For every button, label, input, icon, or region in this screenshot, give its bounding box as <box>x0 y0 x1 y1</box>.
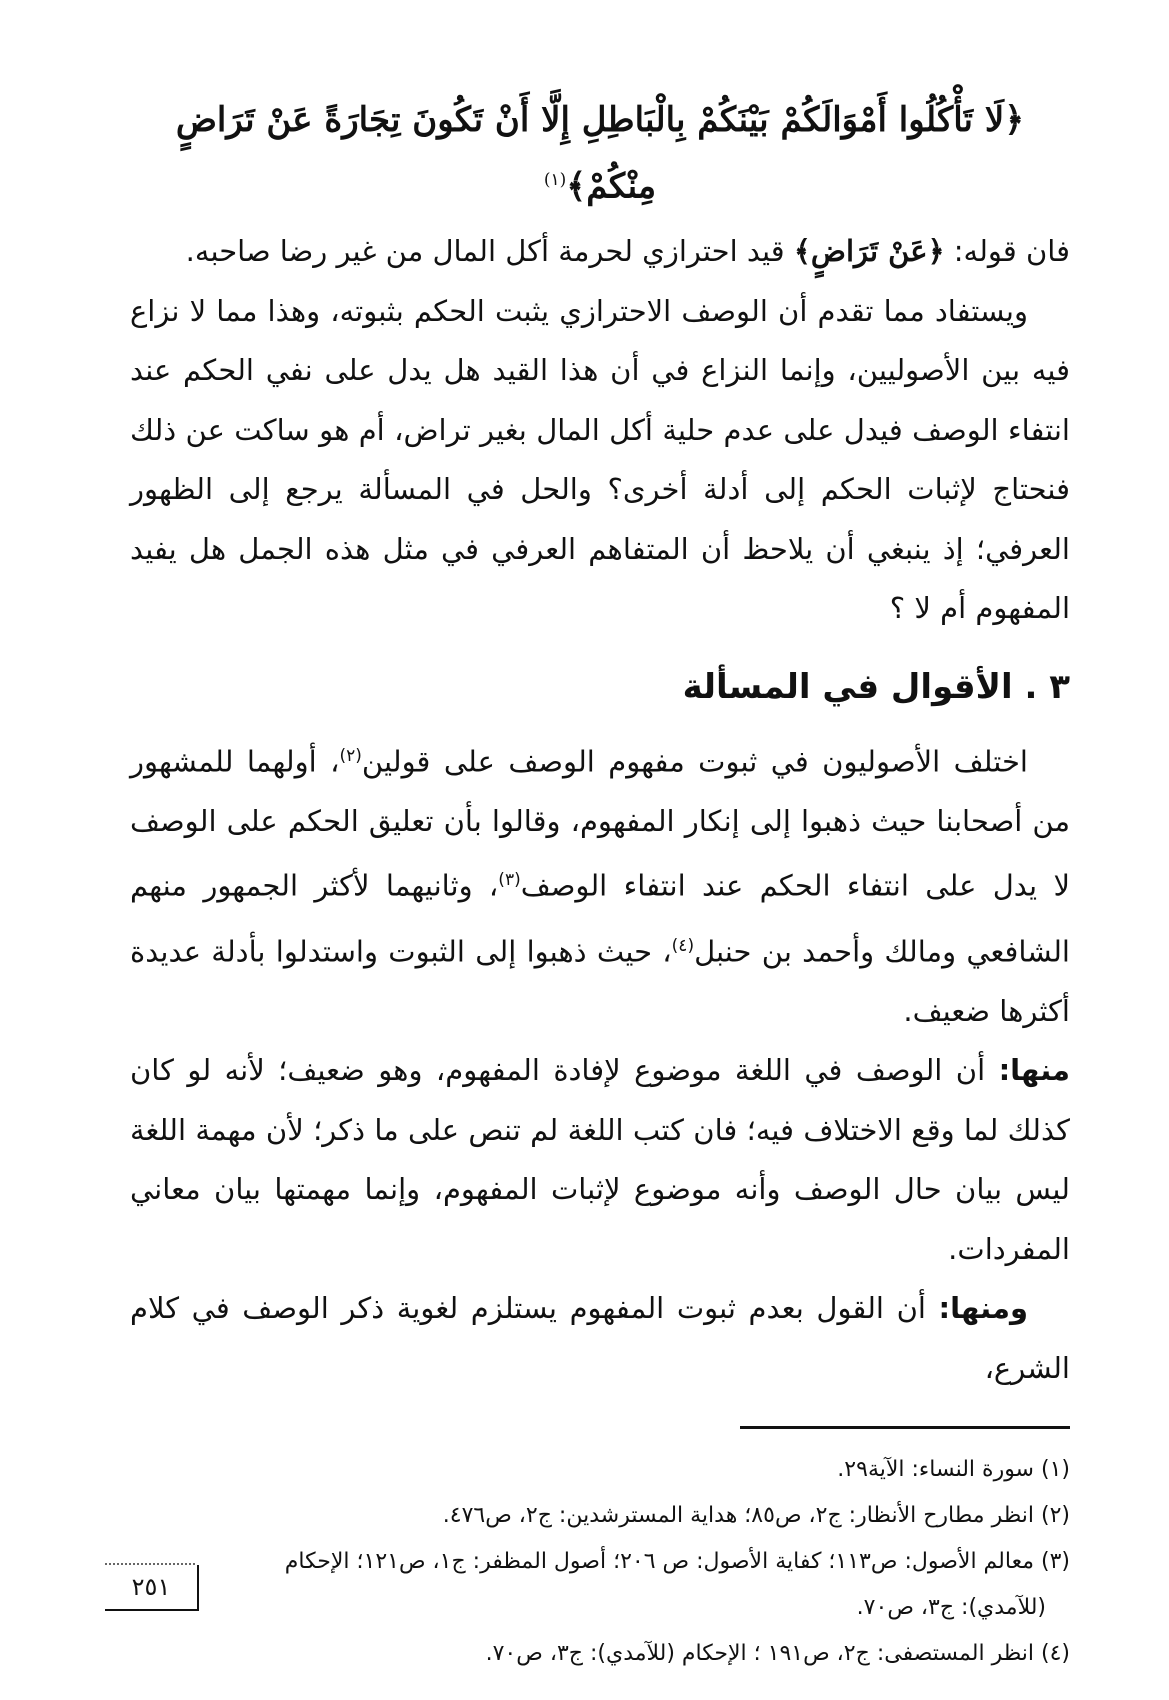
quran-verse <box>130 90 1070 216</box>
p3-part-c: ، وثانيهما لأكثر الجمهور منهم الشافعي ومالك وأحمد بن حنبل <box>130 869 1070 969</box>
footnote-ref-2: (٢) <box>339 745 362 766</box>
footnote-1: (١) سورة النساء: الآية٢٩. <box>837 1457 1070 1483</box>
footnote-ref-4: (٤) <box>671 935 695 956</box>
p1-quote: ﴿عَنْ تَرَاضٍ﴾ <box>793 234 945 269</box>
page-number <box>105 1565 199 1611</box>
footnote-3 <box>130 1539 1070 1631</box>
footnote-2: (٢) انظر مطارح الأنظار: ج٢، ص٨٥؛ هداية المسترشدين: ج٢، ص٤٧٦. <box>442 1503 1070 1529</box>
paragraph-1 <box>130 222 1070 282</box>
section-heading: ٣ . الأقوال في المسألة <box>682 666 1070 707</box>
p1-after: قيد احترازي لحرمة أكل المال من غير رضا صاحبه. <box>185 234 794 269</box>
paragraph-3 <box>130 727 1070 1041</box>
p3-part-d: ، حيث ذهبوا إلى الثبوت واستدلوا بأدلة عديدة أكثرها ضعيف. <box>130 934 1070 1028</box>
paragraph-2: ويستفاد مما تقدم أن الوصف الاحترازي يثبت الحكم بثبوته، وهذا مما لا نزاع فيه بين الأصوليين، وإنما النزاع في أن هذا القيد هل يدل على نفي الحكم عند انتفاء الوصف فيدل على عدم حلية أكل المال بغير تراض، أم هو ساكت عن ذلك فنحتاج لإثبات الحكم إلى أدلة أخرى؟ والحل في المسألة يرجع إلى الظهور العرفي؛ إذ ينبغي أن يلاحظ أن المتفاهم العرفي في مثل هذه الجمل هل يفيد المفهوم أم لا ؟ <box>130 293 1070 626</box>
p1-before: فان قوله: <box>944 234 1070 269</box>
footnote-ref-1: (١) <box>543 170 567 190</box>
paragraph-5 <box>130 1279 1070 1398</box>
footnote-divider <box>740 1426 1070 1429</box>
paragraph-4 <box>130 1041 1070 1279</box>
p5-text: أن القول بعدم ثبوت المفهوم يستلزم لغوية ذكر الوصف في كلام الشرع، <box>130 1291 1070 1385</box>
p4-text: أن الوصف في اللغة موضوع لإفادة المفهوم، وهو ضعيف؛ لأنه لو كان كذلك لما وقع الاختلاف فيه؛ فان كتب اللغة لم تنص على ما ذكر؛ لأن مهمة اللغة ليس بيان حال الوصف وأنه موضوع لإثبات المفهوم، وإنما مهمتها بيان معاني المفردات. <box>130 1053 1070 1266</box>
footnote-4: (٤) انظر المستصفى: ج٢، ص١٩١ ؛ الإحكام (للآمدي): ج٣، ص٧٠. <box>485 1641 1070 1667</box>
p3-part-b: ، أولهما للمشهور من أصحابنا حيث ذهبوا إلى إنكار المفهوم، وقالوا بأن تعليق الحكم على الوصف لا يدل على انتفاء الحكم عند انتفاء الوصف <box>130 744 1070 904</box>
page-number-frame <box>105 1563 195 1565</box>
footnote-ref-3: (٣) <box>498 870 521 891</box>
verse-text: ﴿لَا تَأْكُلُوا أَمْوَالَكُمْ بَيْنَكُمْ بِالْبَاطِلِ إِلَّا أَنْ تَكُونَ تِجَارَةً عَنْ تَرَاضٍ مِنْكُمْ﴾ <box>175 100 1025 207</box>
p3-part-a: اختلف الأصوليون في ثبوت مفهوم الوصف على قولين <box>361 744 1028 779</box>
footnote-3-line-1: (٣) معالم الأصول: ص١١٣؛ كفاية الأصول: ص ٢٠٦؛ أصول المظفر: ج١، ص١٢١؛ الإحكام <box>284 1549 1070 1575</box>
p4-lead: منها: <box>998 1053 1070 1088</box>
footnote-3-line-2: (للآمدي): ج٣، ص٧٠. <box>856 1595 1046 1621</box>
page-body <box>130 90 1070 1677</box>
p5-lead: ومنها: <box>938 1291 1028 1326</box>
page-number-text: ٢٥١ <box>131 1573 171 1601</box>
